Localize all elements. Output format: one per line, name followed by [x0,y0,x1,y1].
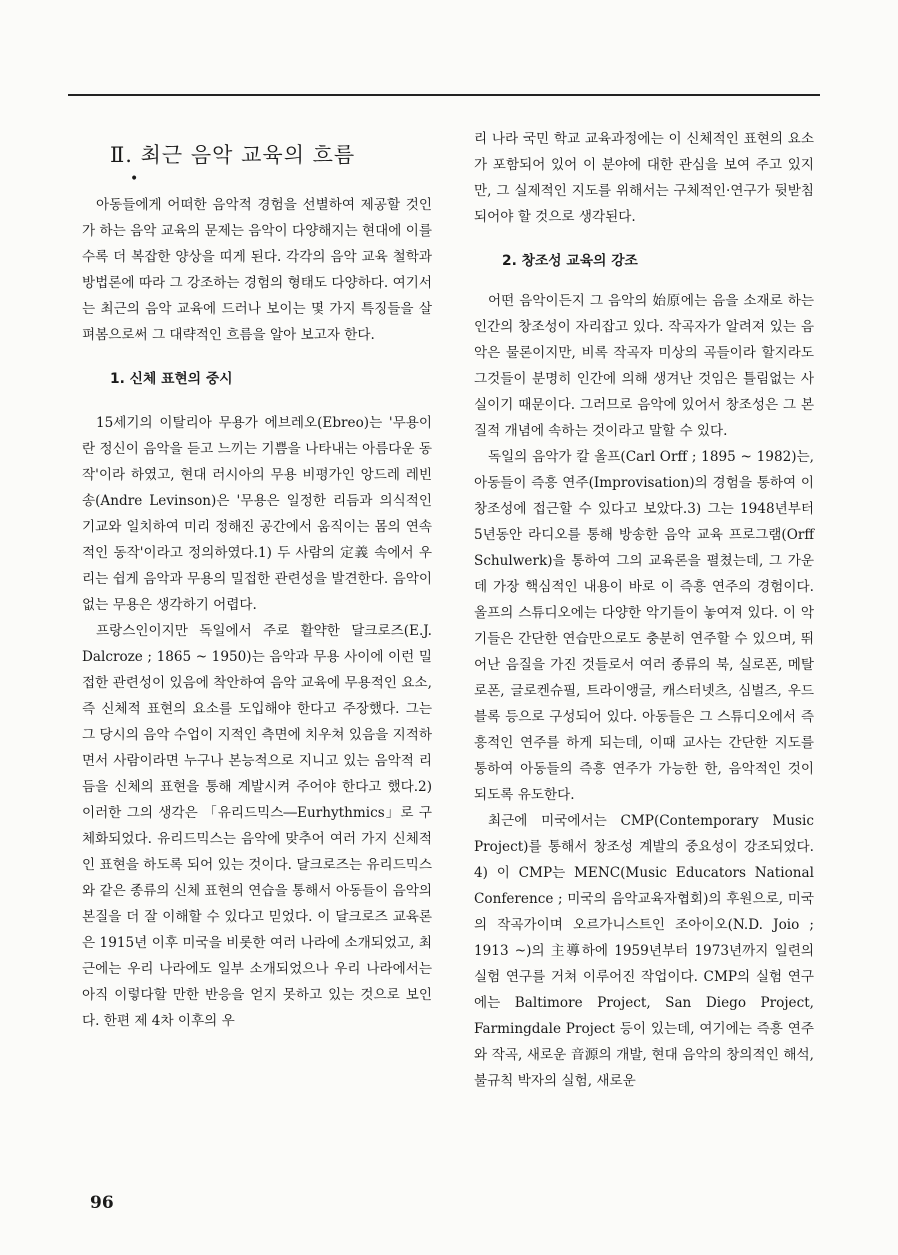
paragraph-ebreo: 15세기의 이탈리아 무용가 에브레오(Ebreo)는 '무용이란 정신이 음악을 듣고 느끼는 기쁨을 나타내는 아름다운 동작'이라 하였고, 현대 러시아의 무용 비평가인 앙드레 레빈송(Andre Levinson)은 '무용은 일정한 리듬과 의식적인 기교와 일치하여 미리 정해진 공간에서 움직이는 몸의 연속적인 동작'이라고 정의하였다.1) 두 사람의 定義 속에서 우리는 쉽게 음악과 무용의 밀접한 관련성을 발견한다. 음악이 없는 무용은 생각하기 어렵다. [82,415,432,613]
spacer [82,348,432,366]
spacer [474,274,814,288]
paragraph-dalcroze: 프랑스인이지만 독일에서 주로 활약한 달크로즈(E.J. Dalcroze ; 1865 ~ 1950)는 음악과 무용 사이에 이런 밀접한 관련성이 있음에 착안하여 음악 교육에 무용적인 요소, 즉 신체적 표현의 요소를 도입해야 한다고 주장했다. 그는 그 당시의 음악 수업이 지적인 측면에 치우쳐 있음을 지적하면서 사람이라면 누구나 본능적으로 지니고 있는 음악적 리듬을 신체의 표현을 통해 계발시켜 주어야 한다고 했다.2) 이러한 그의 생각은 「유리드믹스―Eurhythmics」로 구체화되었다. 유리드믹스는 음악에 맞추어 여러 가지 신체적인 표현을 하도록 되어 있는 것이다. 달크로즈는 유리드믹스와 같은 종류의 신체 표현의 연습을 통해서 아동들이 음악의 본질을 더 잘 이해할 수 있다고 믿었다. 이 달크로즈 교육론은 1915년 이후 미국을 비롯한 여러 나라에 소개되었고, 최근에는 우리 나라에도 일부 소개되었으나 우리 나라에서는 아직 이렇다할 만한 반응을 얻지 못하고 있는 것으로 보인다. 한편 제 4차 이후의 우 [82,623,432,1029]
left-column [82,126,432,1034]
spacer [82,392,432,410]
top-rule [68,94,820,96]
section-title: Ⅱ. 최근 음악 교육의 흐름 [110,143,356,167]
paragraph-orff: 독일의 음악가 칼 올프(Carl Orff ; 1895 ~ 1982)는, 아동들이 즉흥 연주(Improvisation)의 경험을 통하여 이 창조성에 접근할 수 있다고 보았다.3) 그는 1948년부터 5년동안 라디오를 통해 방송한 음악 교육 프로그램(Orff Schulwerk)을 통하여 그의 교육론을 펼쳤는데, 그 가운데 가장 핵심적인 내용이 바로 이 즉흥 연주의 경험이다. 올프의 스튜디오에는 다양한 악기들이 놓여져 있다. 이 악기들은 간단한 연습만으로도 충분히 연주할 수 있으며, 뛰어난 음질을 가진 것들로서 여러 종류의 북, 실로폰, 메탈로폰, 글로켄슈필, 트라이앵글, 캐스터넷츠, 심벌즈, 우드블록 등으로 구성되어 있다. 아동들은 그 스튜디오에서 즉흥적인 연주를 하게 되는데, 이때 교사는 간단한 지도를 통하여 아동들의 즉흥 연주가 가능한 한, 음악적인 것이 되도록 유도한다. [474,449,814,803]
page-number: 96 [90,1193,114,1213]
subsection-heading-1: 1. 신체 표현의 중시 [110,371,233,387]
spacer [82,126,432,140]
bullet-mark: • [130,171,139,187]
subsection-heading-2: 2. 창조성 교육의 강조 [502,253,638,269]
paragraph-cmp: 최근에 미국에서는 CMP(Contemporary Music Project)를 통해서 창조성 계발의 중요성이 강조되었다. 4) 이 CMP는 MENC(Music Educators National Conference ; 미국의 음악교육자협회)의 후원으로, 미국의 작곡가이며 오르가니스트인 조아이오(N.D. Joio ; 1913 ~)의 主導하에 1959년부터 1973년까지 일련의 실험 연구를 거쳐 이루어진 작업이다. CMP의 실험 연구에는 Baltimore Project, San Diego Project, Farmingdale Project 등이 있는데, 여기에는 즉흥 연주와 작곡, 새로운 音源의 개발, 현대 음악의 창의적인 해석, 불규칙 박자의 실험, 새로운 [474,813,814,1089]
intro-paragraph: 아동들에게 어떠한 음악적 경험을 선별하여 제공할 것인가 하는 음악 교육의 문제는 음악이 다양해지는 현대에 이를수록 더 복잡한 양상을 띠게 된다. 각각의 음악 교육 철학과 방법론에 따라 그 강조하는 경험의 형태도 다양하다. 여기서는 최근의 음악 교육에 드러나 보이는 몇 가지 특징들을 살펴봄으로써 그 대략적인 흐름을 알아 보고자 한다. [82,197,432,343]
paragraph-creativity: 어떤 음악이든지 그 음악의 始原에는 음을 소재로 하는 인간의 창조성이 자리잡고 있다. 작곡자가 알려져 있는 음악은 물론이지만, 비록 작곡자 미상의 곡들이라 할지라도 그것들이 분명히 인간에 의해 생겨난 것임은 틀림없는 사실이기 때문이다. 그러므로 음악에 있어서 창조성은 그 본질적 개념에 속하는 것이라고 말할 수 있다. [474,293,814,439]
right-column [474,126,814,1094]
spacer [474,230,814,248]
continued-paragraph: 리 나라 국민 학교 교육과정에는 이 신체적인 표현의 요소가 포함되어 있어 이 분야에 대한 관심을 보여 주고 있지만, 그 실제적인 지도를 위해서는 구체적인·연구가 뒷받침되어야 할 것으로 생각된다. [474,131,814,225]
